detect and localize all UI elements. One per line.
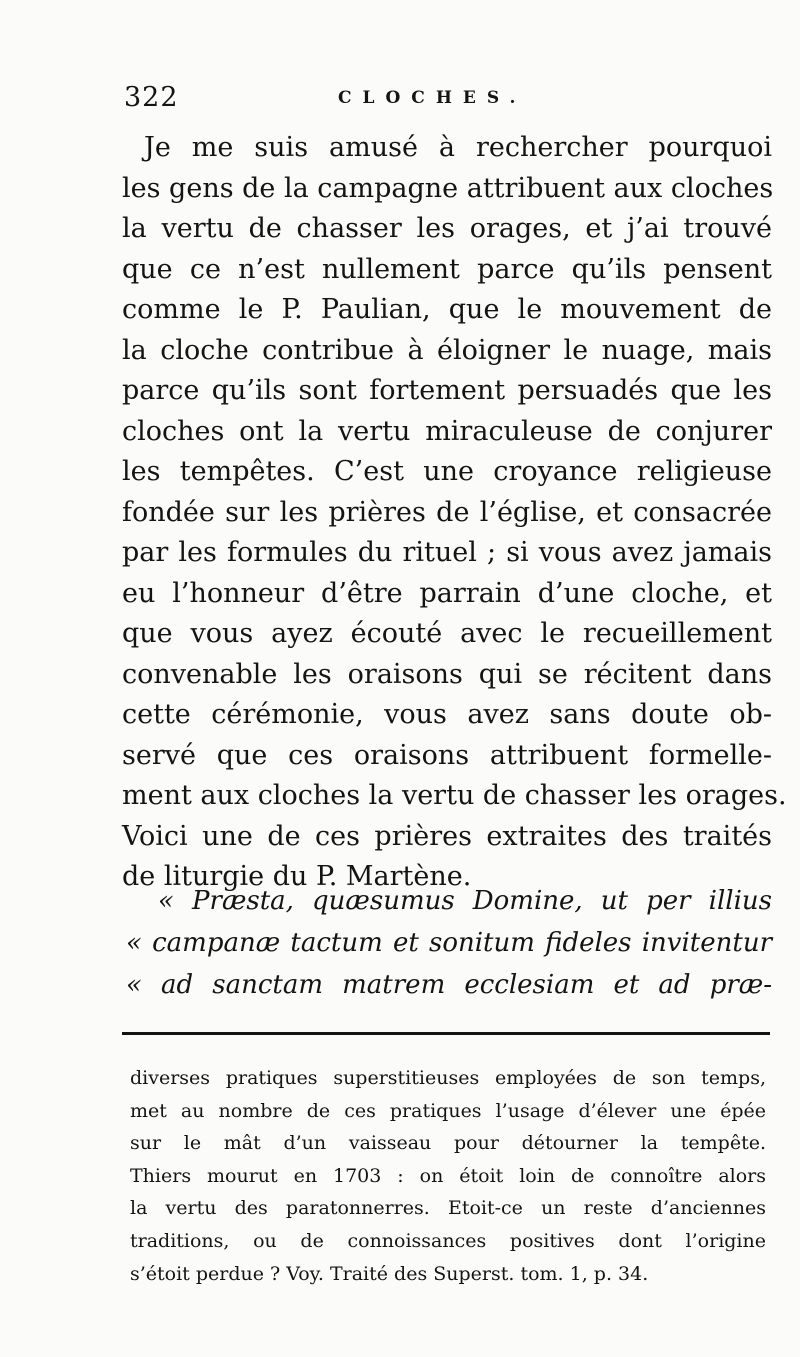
text-line: la vertu de chasser les orages, et j’ai trouvé <box>122 213 772 244</box>
text-line: convenable les oraisons qui se récitent dans <box>122 658 772 690</box>
text-line: cloches ont la vertu miraculeuse de conjurer <box>122 415 772 447</box>
footnote-line: Thiers mourut en 1703 : on étoit loin de connoître alors <box>130 1164 766 1187</box>
main-text <box>122 128 787 898</box>
quote-line: « Præsta, quæsumus Domine, ut per illius <box>158 886 772 916</box>
text-line: par les formules du rituel ; si vous avez jamais <box>122 537 772 568</box>
running-head: CLOCHES. <box>338 88 527 108</box>
page-header <box>124 82 764 122</box>
text-line: servé que ces oraisons attribuent formelle- <box>122 739 772 771</box>
quote-line: « campanæ tactum et sonitum fideles invitentur <box>126 928 772 958</box>
footnote-line: traditions, ou de connoissances positives dont l’origine <box>130 1229 766 1252</box>
latin-quote <box>122 880 772 1006</box>
text-line: ment aux cloches la vertu de chasser les orages. <box>122 780 787 811</box>
footnote-line: met au nombre de ces pratiques l’usage d’élever une épée <box>130 1099 766 1122</box>
footnote <box>130 1062 766 1290</box>
footnote-divider <box>122 1032 770 1035</box>
footnote-line: sur le mât d’un vaisseau pour détourner la tempête. <box>130 1132 766 1155</box>
text-line: que vous ayez écouté avec le recueillement <box>122 618 772 649</box>
text-line: de liturgie du P. Martène. <box>122 861 472 892</box>
text-line: cette cérémonie, vous avez sans doute ob- <box>122 699 772 730</box>
footnote-line: diverses pratiques superstitieuses employées de son temps, <box>130 1067 766 1089</box>
text-line: fondée sur les prières de l’église, et consacrée <box>122 496 772 528</box>
text-line: eu l’honneur d’être parrain d’une cloche, et <box>122 577 772 609</box>
text-line: la cloche contribue à éloigner le nuage, mais <box>122 334 772 366</box>
footnote-line: s’étoit perdue ? Voy. Traité des Superst. tom. 1, p. 34. <box>130 1262 649 1285</box>
page-number: 322 <box>124 82 179 113</box>
text-line: Je me suis amusé à rechercher pourquoi <box>144 132 772 163</box>
text-line: comme le P. Paulian, que le mouvement de <box>122 294 772 325</box>
text-line: Voici une de ces prières extraites des traités <box>122 820 772 852</box>
quote-line: « ad sanctam matrem ecclesiam et ad præ- <box>126 970 772 1000</box>
text-line: parce qu’ils sont fortement persuadés que les <box>122 375 772 406</box>
text-line: les tempêtes. C’est une croyance religieuse <box>122 456 772 487</box>
text-line: que ce n’est nullement parce qu’ils pensent <box>122 253 772 285</box>
footnote-line: la vertu des paratonnerres. Etoit-ce un reste d’anciennes <box>130 1197 766 1220</box>
text-line: les gens de la campagne attribuent aux cloches <box>122 172 774 204</box>
